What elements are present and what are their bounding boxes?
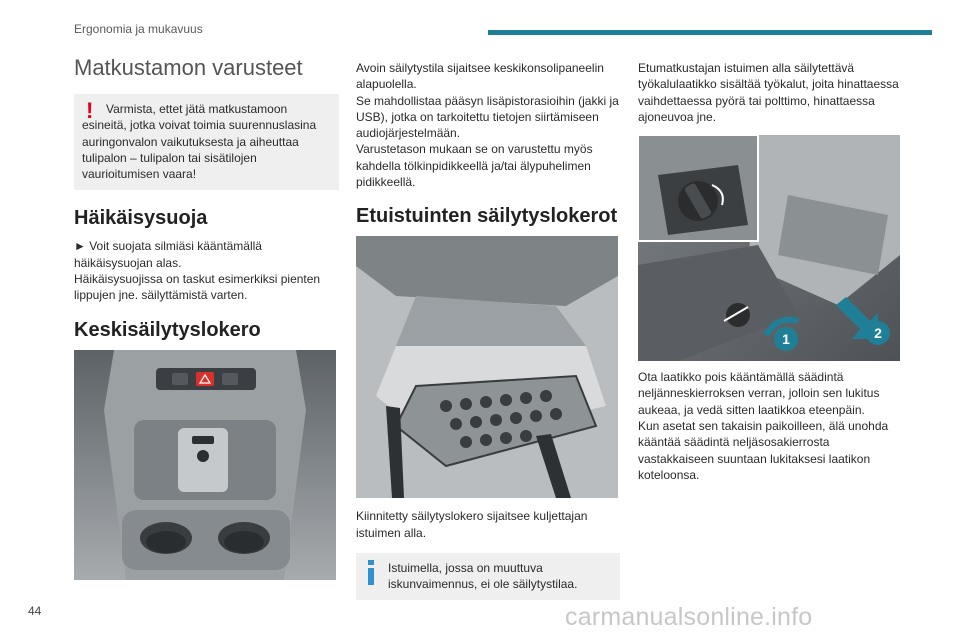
step-2-label: 2	[874, 325, 882, 342]
heading-front-seat-storage: Etuistuinten säilytyslokerot	[356, 205, 618, 228]
step-1-label: 1	[782, 331, 790, 348]
under-seat-tray-illustration	[356, 236, 618, 498]
sunvisor-instruction: ► Voit suojata silmiäsi kääntämällä häikäisysuojan alas.	[74, 239, 262, 270]
toolbox-illustration	[638, 135, 900, 361]
section-title: Matkustamon varusteet	[74, 55, 303, 80]
column-3	[638, 60, 902, 483]
center-storage-desc: Avoin säilytystila sijaitsee keskikonsolipaneelin alapuolella.	[356, 61, 604, 92]
center-storage-sockets: Se mahdollistaa pääsyn lisäpistorasioihin (jakki ja USB), jotka on tarkoitettu tietojen siirtämiseen audiojärjestelmään.	[356, 93, 619, 141]
heading-sunvisor: Häikäisysuoja	[74, 207, 208, 230]
warning-box	[74, 94, 339, 190]
header-accent-bar	[488, 30, 932, 35]
page-number: 44	[28, 604, 42, 618]
toolbox-reinstall: Kun asetat sen takaisin paikoilleen, älä unohda kääntää säädintä neljäsosakierrosta vastakkaiseen suuntaan lukitaksesi laatikon koteloonsa.	[638, 419, 889, 482]
front-seat-caption: Kiinnitetty säilytyslokero sijaitsee kuljettajan istuimen alla.	[356, 509, 588, 540]
column-1	[74, 54, 339, 580]
info-box	[356, 553, 620, 600]
heading-center-storage: Keskisäilytyslokero	[74, 318, 261, 341]
toolbox-removal: Ota laatikko pois kääntämällä säädintä neljänneskierroksen verran, jolloin sen lukitus aukeaa, ja vedä sitten laatikkoa eteenpäin.	[638, 370, 880, 417]
info-text: Istuimella, jossa on muuttuva iskunvaimennus, ei ole säilytystilaa.	[388, 560, 578, 592]
watermark: carmanualsonline.info	[565, 603, 813, 631]
center-console-illustration	[74, 350, 336, 580]
info-icon	[368, 560, 374, 586]
toolbox-intro: Etumatkustajan istuimen alla säilytettävä työkalulaatikko sisältää työkalut, joita hinattaessa vaihdettaessa pyörä tai polttimo, hinattaessa ajoneuvoa jne.	[638, 61, 899, 124]
running-header: Ergonomia ja mukavuus	[74, 22, 203, 36]
warning-text: Varmista, ettet jätä matkustamoon esineitä, jotka voivat toimia suurennuslasina auringonvalon vaikutuksesta ja aiheuttaa tulipalon – tulipalon tai sisätilojen vaurioitumisen vaara!	[82, 102, 317, 182]
center-storage-variants: Varustetason mukaan se on varustettu myös kahdella tölkinpidikkeellä ja/tai älypuhelimen pidikkeellä.	[356, 142, 593, 190]
warning-exclamation-icon: !	[86, 98, 94, 123]
sunvisor-note: Häikäisysuojissa on taskut esimerkiksi pienten lippujen jne. säilyttämistä varten.	[74, 272, 321, 303]
column-2	[356, 60, 620, 600]
